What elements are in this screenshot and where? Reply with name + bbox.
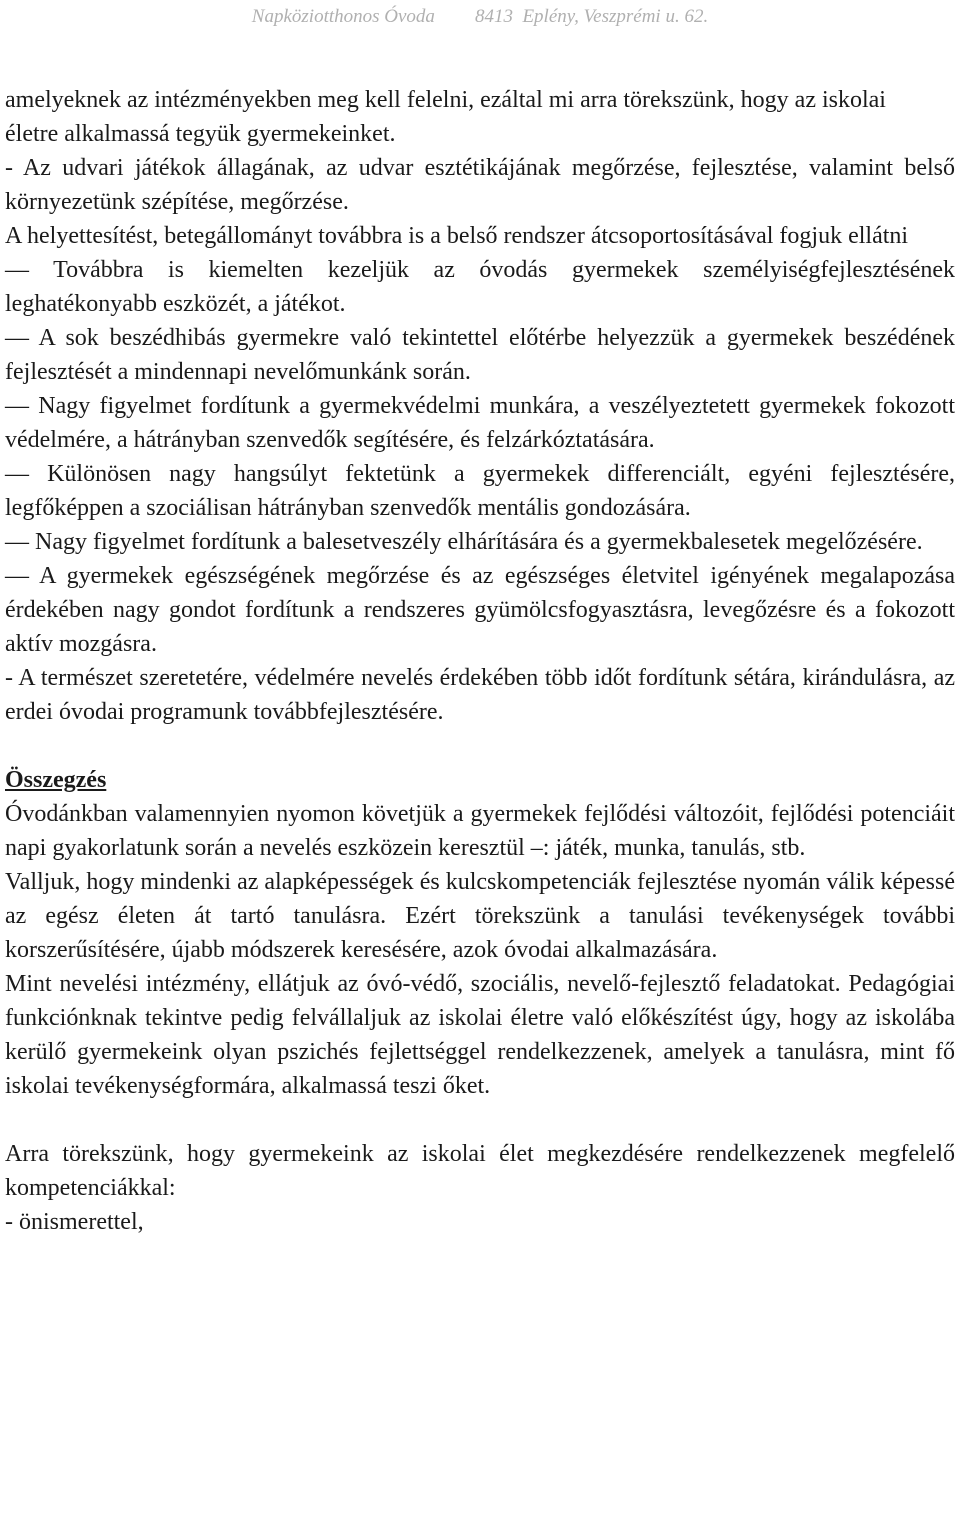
header-institution: Napköziotthonos Óvoda [251, 6, 435, 27]
paragraph-substitution: A helyettesítést, betegállományt továbbra is a belső rendszer átcsoportosításával fogjuk ellátni [5, 223, 909, 249]
bullet-differentiation: — Különösen nagy hangsúlyt fektetünk a gyermekek differenciált, egyéni fejlesztésére, legfőképpen a szociálisan hátrányban szenvedők mentális gondozására. [5, 461, 955, 521]
paragraph-playground: - Az udvari játékok állagának, az udvar esztétikájának megőrzése, fejlesztése, valamint belső környezetünk szépítése, megőrzése. [5, 155, 955, 215]
document-body [5, 83, 955, 1239]
spacer [5, 1103, 955, 1137]
bullet-accident-prevention: — Nagy figyelmet fordítunk a balesetveszély elhárítására és a gyermekbalesetek megelőzésére. [5, 529, 923, 555]
paragraph-intro-1: amelyeknek az intézményekben meg kell felelni, ezáltal mi arra törekszünk, hogy az iskolai [5, 87, 886, 113]
bullet-nature: - A természet szeretetére, védelmére nevelés érdekében több időt fordítunk sétára, kirándulásra, az erdei óvodai programunk továbbfejlesztésére. [5, 665, 955, 725]
spacer [5, 729, 955, 763]
summary-paragraph-2: Valljuk, hogy mindenki az alapképességek és kulcskompetenciák fejlesztése nyomán válik képessé az egész életen át tartó tanulásra. Ezért törekszünk a tanulási tevékenységek további korszerűsítésére, újabb módszerek keresésére, azok óvodai alkalmazására. [5, 869, 955, 963]
bullet-speech: — A sok beszédhibás gyermekre való tekintettel előtérbe helyezzük a gyermekek beszédének fejlesztését a mindennapi nevelőmunkánk során. [5, 325, 955, 385]
page-header [0, 4, 960, 30]
summary-paragraph-4: Arra törekszünk, hogy gyermekeink az iskolai élet megkezdésére rendelkezzenek megfelelő kompetenciákkal: [5, 1141, 955, 1201]
summary-list-item-1: - önismerettel, [5, 1209, 144, 1235]
section-heading-summary: Összegzés [5, 767, 107, 793]
bullet-health: — A gyermekek egészségének megőrzése és az egészséges életvitel igényének megalapozása érdekében nagy gondot fordítunk a rendszeres gyümölcsfogyasztásra, levegőzésre és a fokozott aktív mozgásra. [5, 563, 955, 657]
bullet-play: — Továbbra is kiemelten kezeljük az óvodás gyermekek személyiségfejlesztésének leghatékonyabb eszközét, a játékot. [5, 257, 955, 317]
summary-paragraph-3: Mint nevelési intézmény, ellátjuk az óvó-védő, szociális, nevelő-fejlesztő feladatokat. Pedagógiai funkciónknak tekintve pedig felvállaljuk az iskolai életre való előkészítést úgy, hogy az iskolába kerülő gyermekeink olyan pszichés fejlettséggel rendelkezzenek, amelyek a tanulásra, mint fő iskolai tevékenységformára, alkalmassá teszi őket. [5, 971, 955, 1099]
header-address: 8413 Eplény, Veszprémi u. 62. [474, 6, 709, 27]
summary-paragraph-1: Óvodánkban valamennyien nyomon követjük a gyermekek fejlődési változóit, fejlődési potenciáit napi gyakorlatunk során a nevelés eszközein keresztül –: játék, munka, tanulás, stb. [5, 801, 955, 861]
bullet-child-protection: — Nagy figyelmet fordítunk a gyermekvédelmi munkára, a veszélyeztetett gyermekek fokozott védelmére, a hátrányban szenvedők segítésére, és felzárkóztatására. [5, 393, 955, 453]
paragraph-intro-2: életre alkalmassá tegyük gyermekeinket. [5, 121, 396, 147]
